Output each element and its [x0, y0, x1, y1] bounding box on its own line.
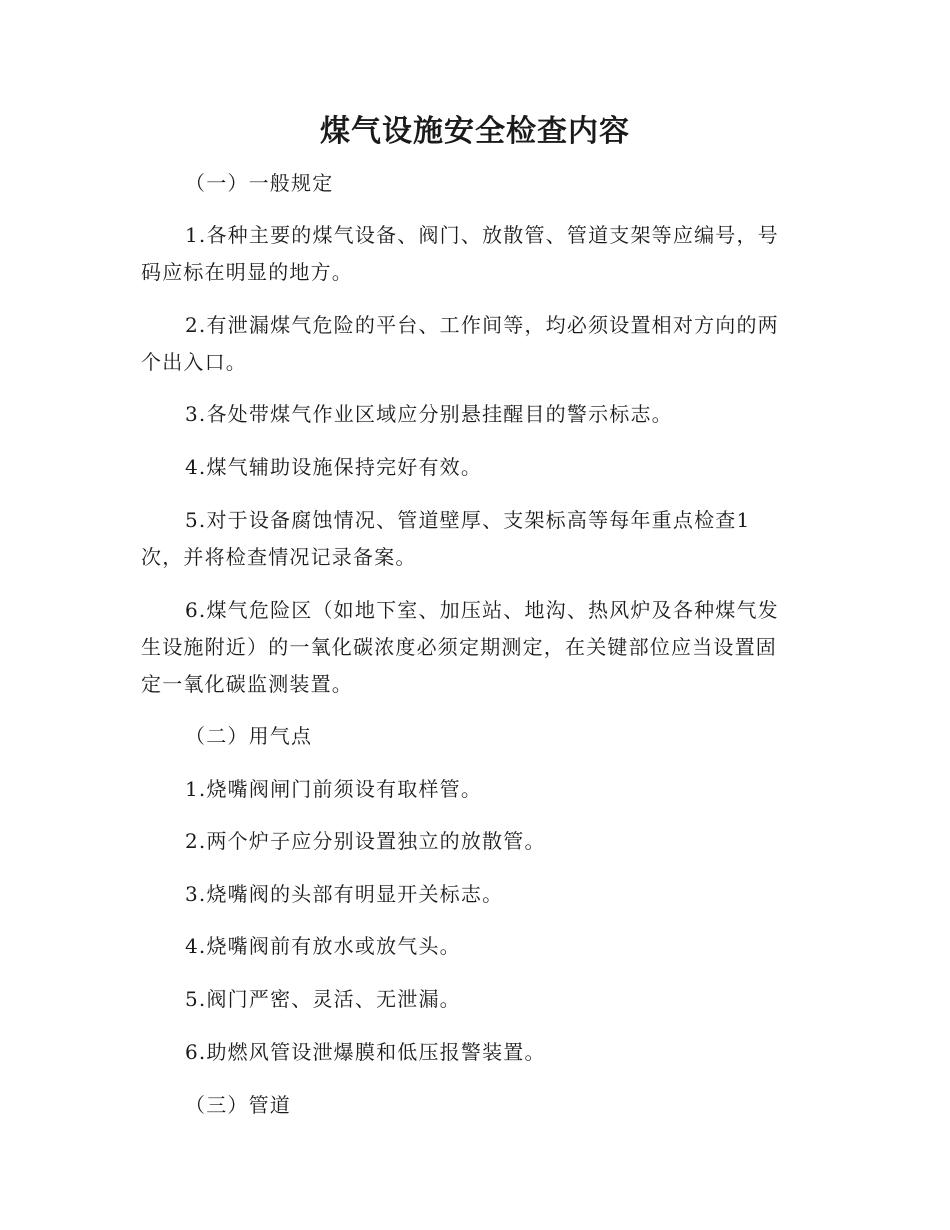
paragraph-line: 6.助燃风管设泄爆膜和低压报警装置。 [185, 1040, 546, 1064]
paragraph-line: 5.阀门严密、灵活、无泄漏。 [185, 987, 461, 1011]
paragraph-line: 生设施附近）的一氧化碳浓度必须定期测定，在关键部位应当设置固 [141, 635, 777, 659]
paragraph-line: 3.烧嘴阀的头部有明显开关标志。 [185, 882, 504, 906]
paragraph-line: 1.各种主要的煤气设备、阀门、放散管、管道支架等应编号，号 [185, 223, 779, 247]
paragraph-line: 2.两个炉子应分别设置独立的放散管。 [185, 829, 546, 853]
section-heading-gas-points: （二）用气点 [185, 724, 313, 748]
paragraph-line: 5.对于设备腐蚀情况、管道壁厚、支架标高等每年重点检查1 [185, 508, 751, 532]
document-title: 煤气设施安全检查内容 [320, 114, 630, 149]
section-heading-pipes: （三）管道 [185, 1093, 291, 1117]
paragraph-line: 1.烧嘴阀闸门前须设有取样管。 [185, 777, 483, 801]
paragraph-line: 4.烧嘴阀前有放水或放气头。 [185, 934, 461, 958]
paragraph-line: 3.各处带煤气作业区域应分别悬挂醒目的警示标志。 [185, 402, 673, 426]
paragraph-line: 6.煤气危险区（如地下室、加压站、地沟、热风炉及各种煤气发 [185, 598, 779, 622]
paragraph-line: 定一氧化碳监测装置。 [141, 672, 353, 696]
section-heading-general: （一）一般规定 [185, 171, 334, 195]
paragraph-line: 个出入口。 [141, 350, 247, 374]
paragraph-line: 2.有泄漏煤气危险的平台、工作间等，均必须设置相对方向的两 [185, 313, 779, 337]
paragraph-line: 次，并将检查情况记录备案。 [141, 545, 417, 569]
paragraph-line: 4.煤气辅助设施保持完好有效。 [185, 455, 483, 479]
paragraph-line: 码应标在明显的地方。 [141, 260, 353, 284]
